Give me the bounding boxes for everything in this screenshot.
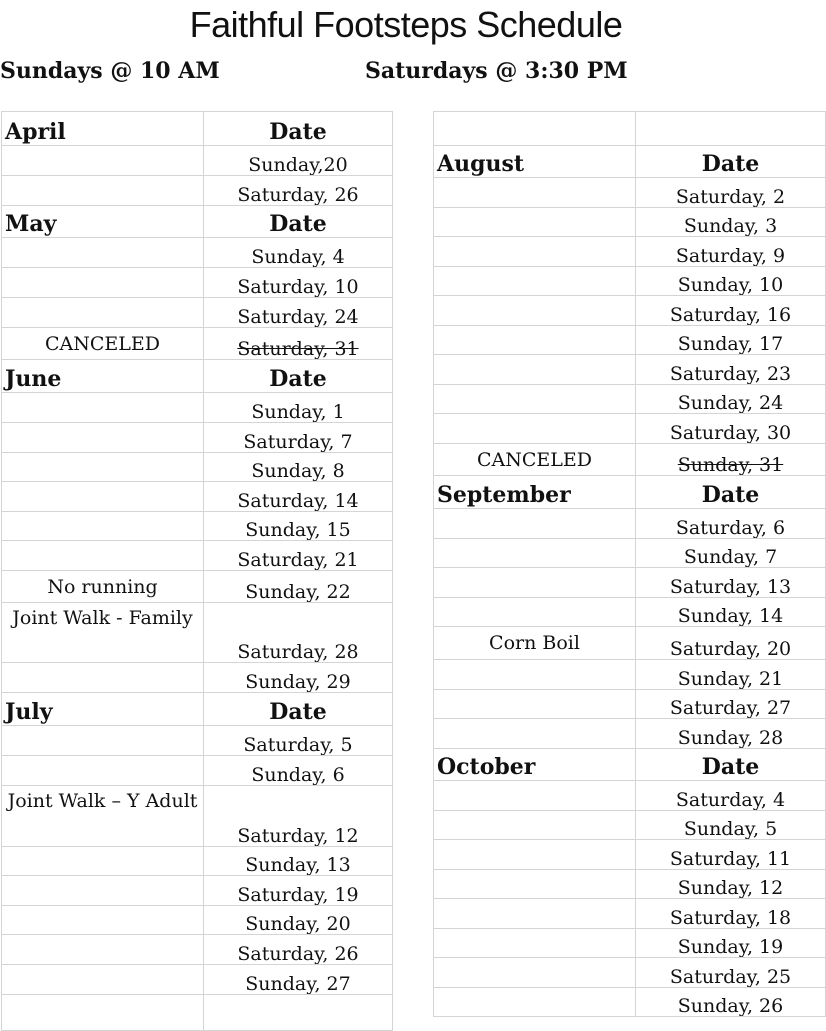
table-row (434, 355, 826, 385)
table-row (434, 568, 826, 598)
date-cell: Sunday, 17 (636, 326, 826, 355)
date-cell: Sunday, 10 (636, 267, 826, 296)
table-row (2, 571, 393, 603)
date-column-header: Date (636, 146, 826, 178)
table-row (2, 298, 393, 328)
date-cell: Saturday, 14 (204, 482, 393, 512)
date-cell: Saturday, 9 (636, 237, 826, 267)
table-row (2, 847, 393, 876)
table-row (2, 393, 393, 423)
date-cell: Saturday, 11 (636, 840, 826, 870)
date-cell: Sunday, 24 (636, 385, 826, 414)
table-row (2, 541, 393, 571)
date-cell: Sunday, 1 (204, 393, 393, 423)
date-cell: Sunday, 4 (204, 238, 393, 268)
table-row (434, 988, 826, 1017)
table-row (2, 906, 393, 935)
date-cell: Sunday,20 (204, 146, 393, 176)
date-cell: Sunday, 12 (636, 870, 826, 899)
date-cell: Sunday, 22 (204, 571, 393, 603)
joint-walk-family-note: Joint Walk - Family (2, 603, 204, 663)
table-row (434, 929, 826, 958)
table-row (2, 663, 393, 693)
table-row (2, 935, 393, 965)
date-cell: Saturday, 16 (636, 296, 826, 326)
table-row (2, 995, 393, 1031)
table-row (434, 539, 826, 568)
month-header-row (434, 476, 826, 509)
corn-boil-note: Corn Boil (434, 627, 636, 660)
month-label: July (2, 693, 204, 726)
table-row (2, 756, 393, 786)
table-row (434, 208, 826, 237)
date-cell: Sunday, 6 (204, 756, 393, 786)
date-cell: Saturday, 26 (204, 176, 393, 206)
date-cell: Saturday, 2 (636, 178, 826, 208)
canceled-date-cell: Sunday, 31 (636, 444, 826, 476)
date-cell: Saturday, 25 (636, 958, 826, 988)
date-cell: Sunday, 19 (636, 929, 826, 958)
table-row (434, 958, 826, 988)
month-label: May (2, 206, 204, 238)
joint-walk-y-adult-note: Joint Walk – Y Adult (2, 786, 204, 847)
date-cell: Saturday, 24 (204, 298, 393, 328)
date-cell: Sunday, 7 (636, 539, 826, 568)
date-column-header: Date (204, 360, 393, 393)
date-cell: Sunday, 28 (636, 719, 826, 749)
table-row (2, 328, 393, 360)
table-row (434, 781, 826, 811)
date-cell: Saturday, 26 (204, 935, 393, 965)
date-cell: Saturday, 28 (204, 603, 393, 663)
schedule-table-left (1, 111, 393, 1031)
date-cell: Saturday, 21 (204, 541, 393, 571)
table-row (2, 603, 393, 663)
page-title: Faithful Footsteps Schedule (189, 4, 623, 45)
date-cell: Saturday, 23 (636, 355, 826, 385)
month-header-row (2, 693, 393, 726)
date-cell: Saturday, 5 (204, 726, 393, 756)
table-row (434, 840, 826, 870)
date-cell: Saturday, 30 (636, 414, 826, 444)
table-row (434, 414, 826, 444)
table-row (434, 385, 826, 414)
date-cell: Saturday, 20 (636, 627, 826, 660)
table-row (434, 509, 826, 539)
table-row (434, 690, 826, 719)
table-row (434, 237, 826, 267)
table-row (2, 453, 393, 482)
table-row (2, 786, 393, 847)
table-row (2, 876, 393, 906)
table-row (2, 965, 393, 995)
month-label: June (2, 360, 204, 393)
table-row (434, 444, 826, 476)
month-header-row (434, 146, 826, 178)
month-header-row (2, 360, 393, 393)
table-row (434, 870, 826, 899)
date-cell: Sunday, 29 (204, 663, 393, 693)
table-row (2, 512, 393, 541)
table-row (434, 660, 826, 690)
table-row (434, 719, 826, 749)
date-cell: Sunday, 8 (204, 453, 393, 482)
date-cell: Sunday, 14 (636, 598, 826, 627)
table-row (434, 178, 826, 208)
month-header-row (434, 749, 826, 781)
table-row (2, 238, 393, 268)
table-row (434, 811, 826, 840)
date-cell: Saturday, 10 (204, 268, 393, 298)
date-cell: Sunday, 3 (636, 208, 826, 237)
date-cell: Saturday, 4 (636, 781, 826, 811)
table-row (434, 112, 826, 146)
month-label: April (2, 112, 204, 146)
date-column-header: Date (204, 693, 393, 726)
canceled-note: CANCELED (434, 444, 636, 476)
date-cell: Sunday, 5 (636, 811, 826, 840)
month-label: September (434, 476, 636, 509)
table-row (2, 268, 393, 298)
canceled-date-cell: Saturday, 31 (204, 328, 393, 360)
table-row (434, 627, 826, 660)
date-cell: Saturday, 18 (636, 899, 826, 929)
date-cell: Saturday, 6 (636, 509, 826, 539)
month-header-row (2, 112, 393, 146)
table-row (434, 899, 826, 929)
table-row (2, 146, 393, 176)
date-cell: Sunday, 26 (636, 988, 826, 1017)
date-cell: Sunday, 21 (636, 660, 826, 690)
date-cell: Saturday, 27 (636, 690, 826, 719)
date-cell: Saturday, 13 (636, 568, 826, 598)
date-cell: Sunday, 13 (204, 847, 393, 876)
table-row (2, 482, 393, 512)
date-column-header: Date (204, 112, 393, 146)
date-cell: Sunday, 27 (204, 965, 393, 995)
month-label: August (434, 146, 636, 178)
table-row (2, 176, 393, 206)
canceled-note: CANCELED (2, 328, 204, 360)
date-cell: Sunday, 15 (204, 512, 393, 541)
date-cell: Saturday, 7 (204, 423, 393, 453)
saturdays-time-heading: Saturdays @ 3:30 PM (365, 58, 628, 84)
sundays-time-heading: Sundays @ 10 AM (0, 58, 220, 84)
table-row (434, 326, 826, 355)
table-row (2, 423, 393, 453)
date-column-header: Date (636, 749, 826, 781)
month-label: October (434, 749, 636, 781)
table-row (434, 296, 826, 326)
month-header-row (2, 206, 393, 238)
date-column-header: Date (636, 476, 826, 509)
date-cell: Saturday, 12 (204, 786, 393, 847)
date-cell: Saturday, 19 (204, 876, 393, 906)
table-row (434, 598, 826, 627)
date-column-header: Date (204, 206, 393, 238)
no-running-note: No running (2, 571, 204, 603)
date-cell: Sunday, 20 (204, 906, 393, 935)
table-row (2, 726, 393, 756)
schedule-table-right (433, 111, 826, 1017)
table-row (434, 267, 826, 296)
